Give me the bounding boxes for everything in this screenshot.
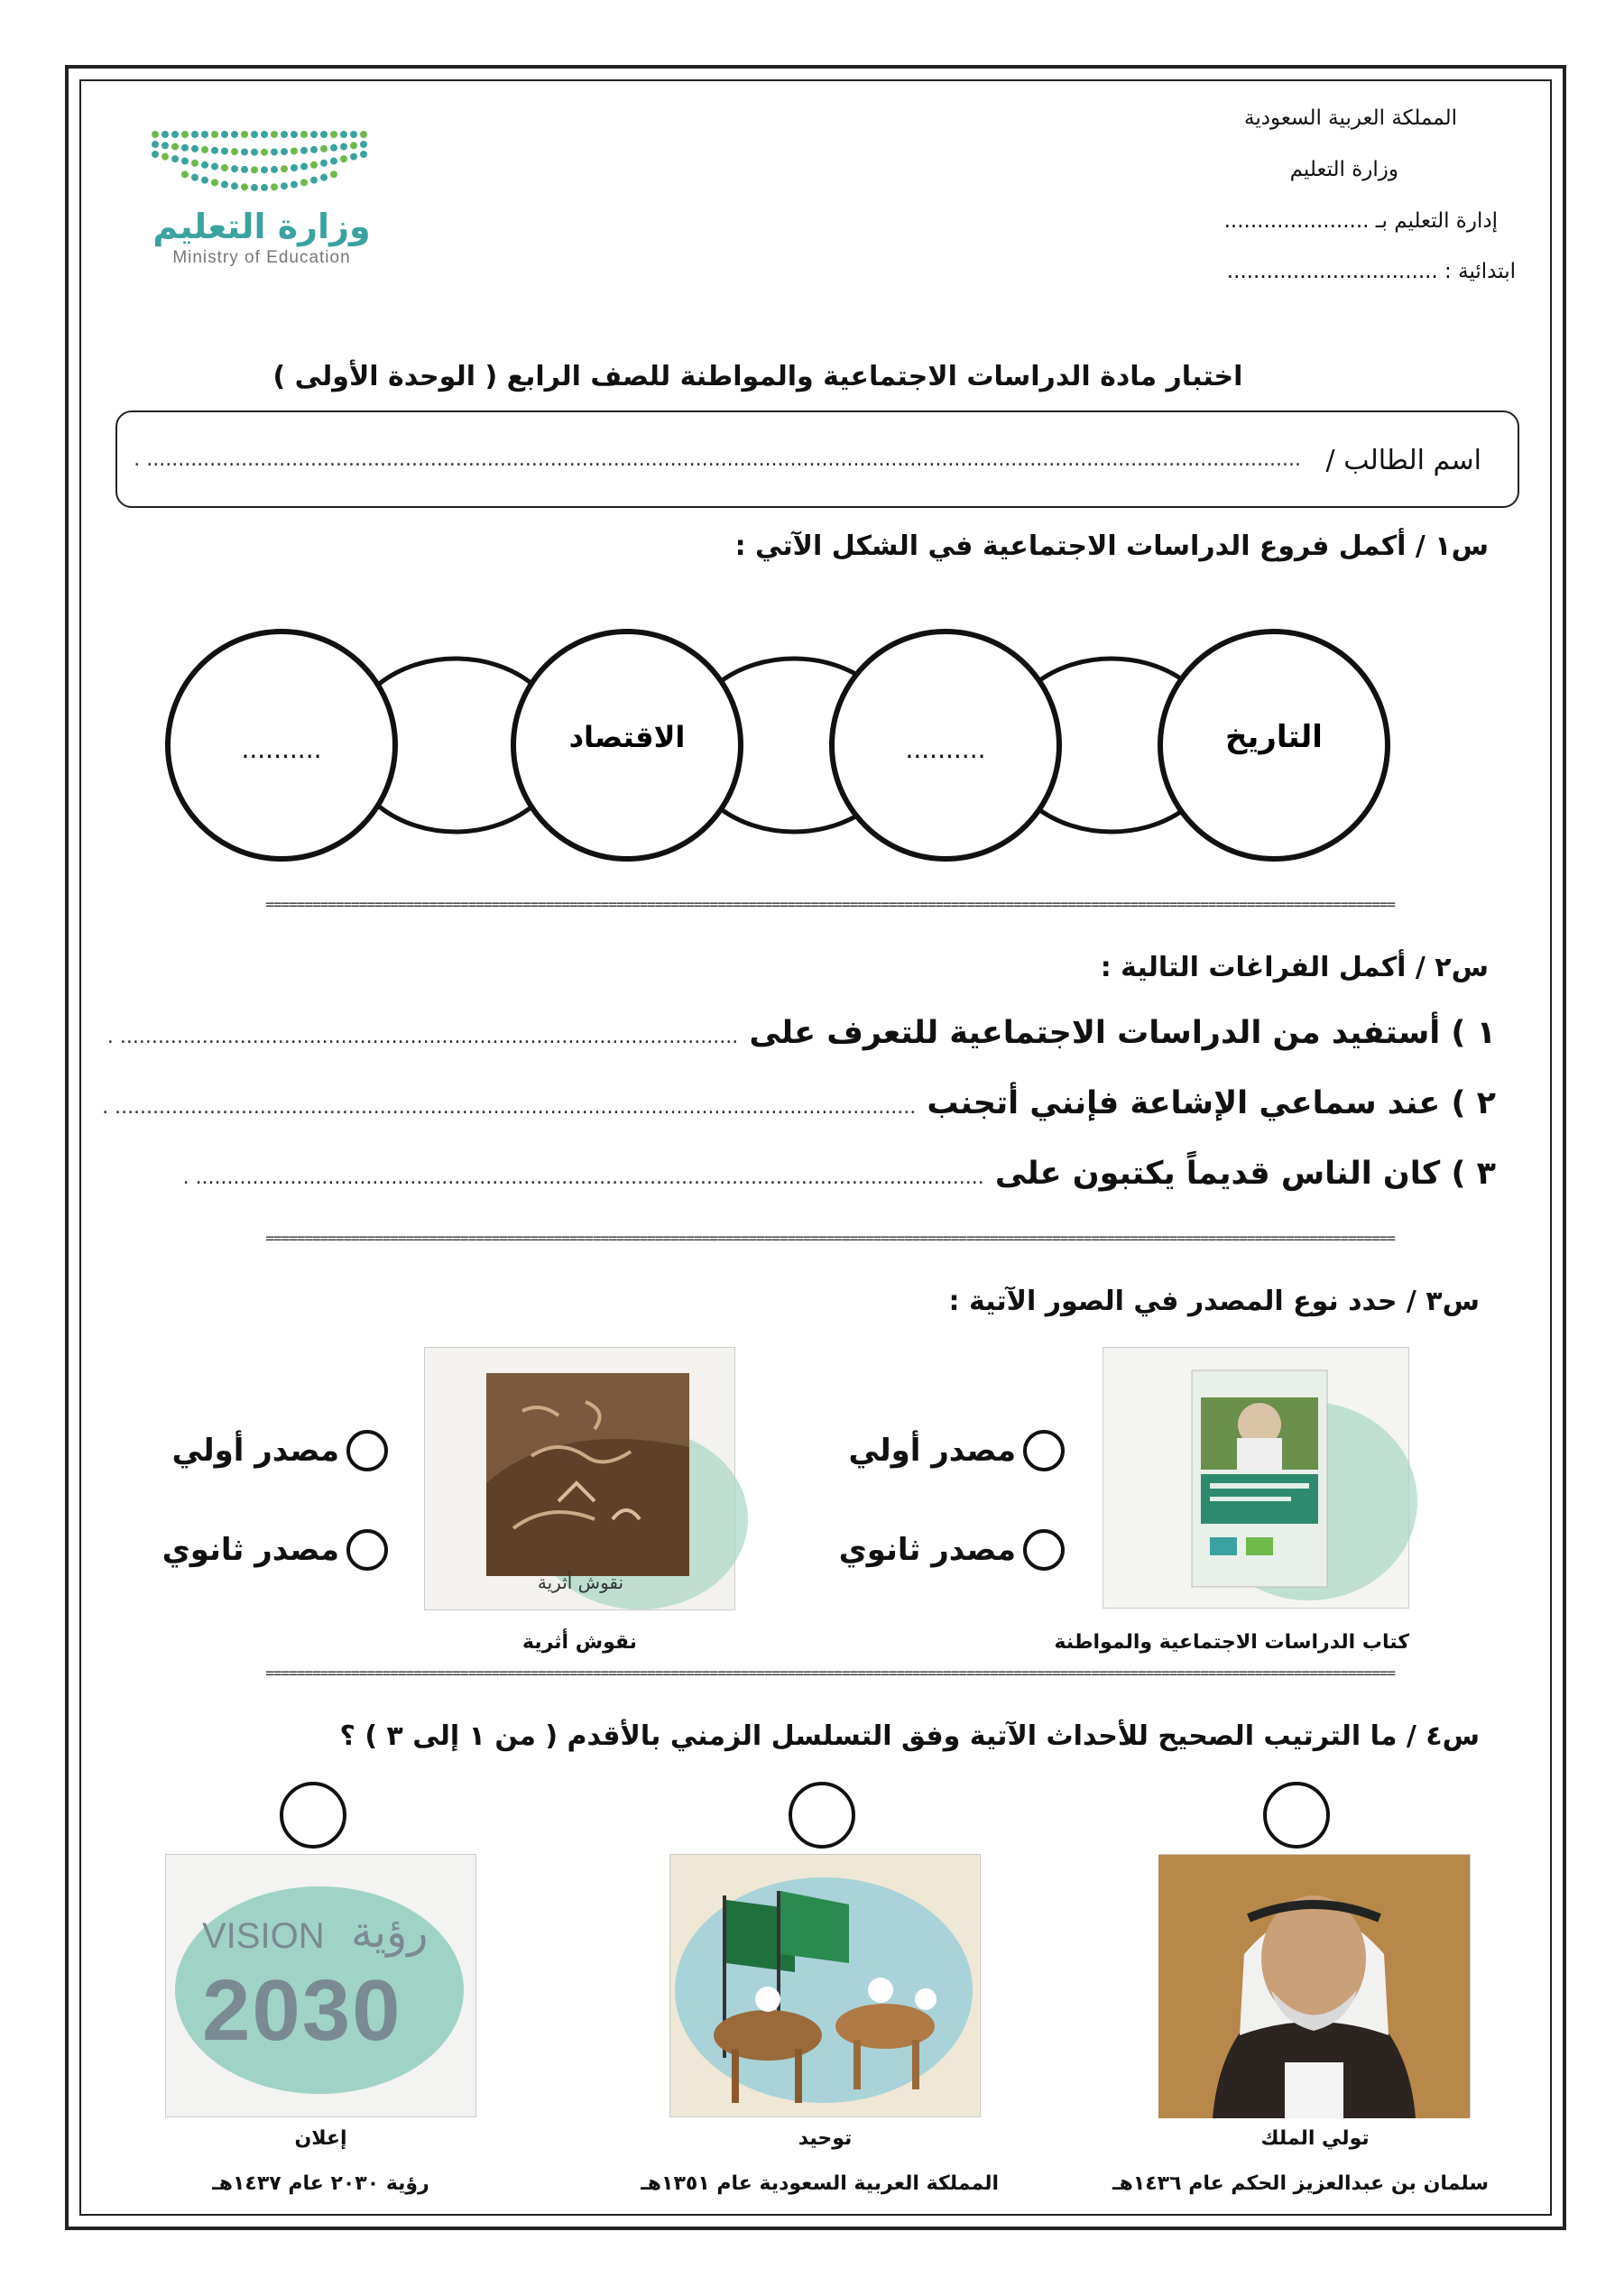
q2-item-2-blank[interactable]: ............................................................................................................................... . [102, 1096, 917, 1119]
logo-dot [201, 161, 208, 169]
logo-dot [330, 131, 337, 138]
vision-en-text: VISION [202, 1916, 325, 1956]
logo-dot [191, 160, 198, 167]
logo-dot [211, 131, 218, 138]
logo-dot [271, 166, 278, 173]
logo-dot [171, 131, 179, 138]
student-name-label: اسم الطالب / [1325, 445, 1481, 476]
logo-dot [221, 148, 228, 155]
logo-dot [291, 181, 298, 189]
header-school: ابتدائية : ................................ [1226, 260, 1516, 283]
separator-2: ================================================================================================================================================= [265, 1230, 1395, 1247]
ministry-logo [144, 122, 379, 311]
logo-dot [340, 143, 347, 151]
exam-title: اختبار مادة الدراسات الاجتماعية والمواطنة للصف الرابع ( الوحدة الأولى ) [272, 361, 1243, 392]
logo-dot [191, 131, 198, 138]
book-photo [1103, 1347, 1409, 1609]
source-2-caption: نقوش أثرية [522, 1631, 637, 1654]
source-1-option-primary-label: مصدر أولي [848, 1433, 1016, 1469]
q2-item-3-text: ٣ ) كان الناس قديماً يكتبون على [994, 1156, 1496, 1192]
logo-dot [241, 183, 248, 190]
logo-dot [241, 148, 248, 155]
logo-dot [271, 131, 278, 138]
logo-dot [241, 166, 248, 173]
q2-item-2-text: ٢ ) عند سماعي الإشاعة فإنني أتجنب [927, 1085, 1496, 1121]
logo-dot [241, 131, 248, 138]
logo-dot [221, 164, 228, 171]
logo-dot [310, 131, 318, 138]
source-1-option-primary[interactable] [848, 1430, 1065, 1471]
logo-dot [152, 131, 159, 138]
logo-dot [211, 147, 218, 154]
circle-label-blank-2[interactable]: .......... [241, 734, 322, 764]
portrait-image-icon [1158, 1855, 1470, 2118]
separator-3: ================================================================================================================================================= [265, 1664, 1395, 1682]
logo-dot [251, 184, 258, 191]
q1-diagram [162, 622, 1407, 875]
header-country: المملكة العربية السعودية [1244, 106, 1457, 130]
king-portrait-photo [1159, 1854, 1471, 2117]
logo-dot [350, 142, 357, 149]
vision-2030-photo [165, 1854, 476, 2117]
event-1-detail: سلمان بن عبدالعزيز الحكم عام ١٤٣٦هـ [1112, 2172, 1489, 2195]
q3-prompt: س٣ / حدد نوع المصدر في الصور الآتية : [948, 1286, 1480, 1317]
order-answer-circle-2[interactable] [789, 1782, 855, 1849]
logo-dot [281, 165, 288, 172]
logo-dot [300, 131, 308, 138]
logo-dot [161, 131, 169, 138]
logo-dot [300, 163, 308, 171]
order-answer-circle-1[interactable] [1263, 1782, 1330, 1849]
logo-dot [181, 171, 189, 178]
logo-dot [281, 131, 288, 138]
logo-dot [191, 174, 198, 181]
source-2-option-primary[interactable] [171, 1430, 388, 1471]
event-1-title: تولي الملك [1260, 2127, 1370, 2150]
logo-dot [291, 164, 298, 171]
event-3-detail: رؤية ٢٠٣٠ عام ١٤٣٧هـ [212, 2172, 429, 2195]
logo-dot [360, 131, 367, 138]
logo-dot [320, 131, 328, 138]
logo-dot [171, 155, 179, 162]
logo-dot [201, 177, 208, 184]
logo-dot [181, 158, 189, 165]
circle-label-blank-1[interactable]: .......... [905, 734, 986, 764]
radio-icon[interactable] [1023, 1529, 1065, 1571]
logo-dot [261, 184, 268, 191]
logo-dot [350, 153, 357, 161]
logo-dot [181, 131, 189, 138]
carvings-inner-label: نقوش أثرية [537, 1572, 624, 1593]
student-name-field[interactable]: ....................................................................................................................................................................................... . [134, 448, 1301, 471]
event-3-title: إعلان [294, 2127, 347, 2150]
event-2-title: توحيد [798, 2127, 853, 2150]
logo-dot [231, 131, 238, 138]
logo-dot [320, 160, 328, 167]
logo-dot [261, 149, 268, 156]
header-admin: إدارة التعليم بـ ...................... [1223, 209, 1498, 233]
logo-dot [251, 149, 258, 156]
carvings-photo [424, 1347, 735, 1610]
logo-dot [271, 183, 278, 190]
q2-item-3 [183, 1156, 1496, 1192]
q4-prompt: س٤ / ما الترتيب الصحيح للأحداث الآتية وفق التسلسل الزمني بالأقدم ( من ١ إلى ٣ ) ؟ [339, 1720, 1480, 1752]
logo-dot [231, 165, 238, 172]
logo-dot [152, 151, 159, 158]
unification-photo [669, 1854, 981, 2117]
header-ministry: وزارة التعليم [1289, 158, 1398, 181]
camel-riders-image-icon [669, 1855, 980, 2118]
source-2-option-secondary-label: مصدر ثانوي [161, 1532, 339, 1568]
logo-dot [360, 151, 367, 158]
logo-dot [350, 131, 357, 138]
logo-dot [161, 142, 169, 149]
logo-dot [310, 161, 318, 169]
student-name-box [115, 410, 1519, 508]
vision-ar-text: رؤية [351, 1907, 429, 1958]
logo-dot [201, 146, 208, 153]
logo-dot [161, 153, 169, 161]
logo-dot [291, 131, 298, 138]
logo-dot [281, 182, 288, 189]
source-1-option-secondary-label: مصدر ثانوي [838, 1532, 1016, 1568]
logo-dot [181, 144, 189, 152]
circle-label-economy: الاقتصاد [568, 720, 686, 754]
logo-dot [261, 131, 268, 138]
separator-1: ================================================================================================================================================= [265, 896, 1395, 913]
radio-icon[interactable] [346, 1529, 388, 1571]
logo-dot [251, 131, 258, 138]
circle-label-history: التاريخ [1225, 719, 1323, 755]
order-answer-circle-3[interactable] [280, 1782, 346, 1849]
logo-dot [152, 141, 159, 148]
q2-item-1-text: ١ ) أستفيد من الدراسات الاجتماعية للتعرف على [749, 1015, 1496, 1051]
vision-year-text: 2030 [202, 1962, 402, 2059]
logo-dot [261, 166, 268, 173]
logo-dot [251, 166, 258, 173]
logo-dot [221, 131, 228, 138]
q2-item-1-blank[interactable]: .................................................................................................. . [106, 1026, 739, 1048]
logo-arabic: وزارة التعليم [152, 207, 371, 246]
logo-dot [300, 147, 308, 154]
logo-dot [291, 148, 298, 155]
logo-dot [300, 179, 308, 186]
radio-icon[interactable] [346, 1430, 388, 1471]
logo-dot [320, 174, 328, 181]
logo-dot [310, 146, 318, 153]
logo-dot [330, 158, 337, 165]
book-image-icon [1102, 1348, 1408, 1609]
source-1-caption: كتاب الدراسات الاجتماعية والمواطنة [1054, 1631, 1409, 1654]
logo-dot [271, 148, 278, 155]
logo-dot [221, 181, 228, 189]
logo-dot [340, 155, 347, 162]
logo-dot [310, 177, 318, 184]
logo-dots-icon [144, 122, 379, 203]
logo-dot [330, 144, 337, 152]
radio-icon[interactable] [1023, 1430, 1065, 1471]
logo-dot [340, 131, 347, 138]
logo-dot [171, 143, 179, 151]
logo-english: Ministry of Education [172, 248, 351, 267]
q2-item-2 [102, 1085, 1496, 1121]
logo-dot [231, 148, 238, 155]
source-1-option-secondary[interactable] [839, 1529, 1065, 1571]
logo-dot [191, 145, 198, 152]
logo-dot [211, 179, 218, 186]
logo-dot [320, 145, 328, 152]
source-2-option-secondary[interactable] [162, 1529, 388, 1571]
logo-dot [231, 182, 238, 189]
source-2-option-primary-label: مصدر أولي [171, 1433, 339, 1469]
event-2-detail: المملكة العربية السعودية عام ١٣٥١هـ [641, 2172, 999, 2195]
logo-dot [281, 148, 288, 155]
logo-dot [201, 131, 208, 138]
q2-prompt: س٢ / أكمل الفراغات التالية : [1100, 952, 1489, 983]
logo-dot [330, 171, 337, 178]
q1-prompt: س١ / أكمل فروع الدراسات الاجتماعية في الشكل الآتي : [734, 530, 1489, 562]
q2-item-1 [107, 1015, 1496, 1051]
logo-dot [211, 163, 218, 171]
q2-item-3-blank[interactable]: ............................................................................................................................. . [182, 1166, 984, 1189]
logo-dot [360, 141, 367, 148]
